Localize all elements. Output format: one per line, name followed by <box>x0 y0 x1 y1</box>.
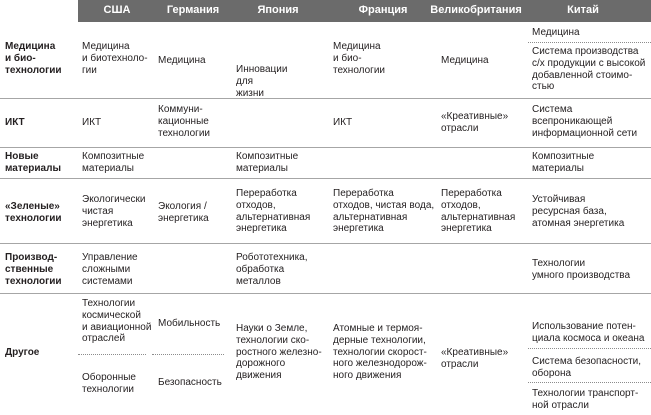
cell-medicine-china-1: Медицина <box>532 27 580 38</box>
header-usa: США <box>103 4 131 16</box>
cell-other-france: Атомные и термоя- дерные технологии, технологии скорост- ного железнодорож- ного движения <box>333 323 427 382</box>
cell-green-germany: Экология / энергетика <box>158 201 209 224</box>
cell-medicine-uk: Медицина <box>441 55 489 66</box>
header-japan: Япония <box>257 4 299 16</box>
row-divider <box>0 178 651 179</box>
row-label-green: «Зеленые» технологии <box>5 201 62 224</box>
cell-ict-germany: Коммуни- кационные технологии <box>158 104 211 139</box>
cell-other-china-1: Использование потен- циала космоса и океана <box>532 321 645 344</box>
subrow-divider <box>528 382 651 383</box>
cell-green-uk: Переработка отходов, альтернативная энергетика <box>441 188 516 235</box>
cell-green-usa: Экологически чистая энергетика <box>82 194 146 229</box>
cell-medicine-china-2: Система производства с/х продукции с высокой добавленной стоимо- стью <box>532 46 646 93</box>
cell-other-germany-1: Мобильность <box>158 318 221 329</box>
subrow-divider <box>78 354 146 355</box>
header-china: Китай <box>567 4 599 16</box>
row-divider <box>0 98 651 99</box>
row-divider <box>0 293 651 294</box>
cell-other-china-2: Система безопасности, оборона <box>532 356 642 379</box>
cell-other-china-3: Технологии транспорт- ной отрасли <box>532 388 639 411</box>
header-germany: Германия <box>166 4 220 16</box>
row-label-materials: Новые материалы <box>5 151 61 174</box>
subrow-divider <box>528 348 651 349</box>
cell-ict-usa: ИКТ <box>82 117 102 128</box>
cell-ict-china: Система всепроникающей информационной сети <box>532 104 638 139</box>
row-label-production: Производ- ственные технологии <box>5 252 62 287</box>
subrow-divider <box>528 42 651 43</box>
row-label-other: Другое <box>5 347 40 358</box>
row-label-medicine: Медицина и био- технологии <box>5 41 62 76</box>
cell-materials-usa: Композитные материалы <box>82 151 145 174</box>
cell-production-usa: Управление сложными системами <box>82 252 138 287</box>
cell-materials-japan: Композитные материалы <box>236 151 299 174</box>
cell-materials-china: Композитные материалы <box>532 151 595 174</box>
header-france: Франция <box>358 4 408 16</box>
cell-medicine-japan: Инновации для жизни <box>236 64 288 99</box>
cell-green-france: Переработка отходов, чистая вода, альтернативная энергетика <box>333 188 435 235</box>
cell-medicine-usa: Медицина и биотехноло- гии <box>82 41 148 76</box>
cell-other-usa-2: Оборонные технологии <box>82 372 136 395</box>
header-uk: Великобритания <box>430 4 522 16</box>
cell-green-china: Устойчивая ресурсная база, атомная энергетика <box>532 194 625 229</box>
cell-medicine-france: Медицина и био- технологии <box>333 41 386 76</box>
row-label-ict: ИКТ <box>5 117 25 128</box>
row-divider <box>0 243 651 244</box>
cell-medicine-germany: Медицина <box>158 55 206 66</box>
cell-ict-france: ИКТ <box>333 117 353 128</box>
row-divider <box>0 147 651 148</box>
cell-other-usa-1: Технологии космической и авиационной отраслей <box>82 298 152 345</box>
cell-production-china: Технологии умного производства <box>532 258 631 281</box>
cell-ict-uk: «Креативные» отрасли <box>441 111 509 134</box>
cell-other-germany-2: Безопасность <box>158 377 222 388</box>
cell-other-japan: Науки о Земле, технологии ско- ростного железно- дорожного движения <box>236 323 322 382</box>
subrow-divider <box>152 354 224 355</box>
cell-production-japan: Робототехника, обработка металлов <box>236 252 308 287</box>
cell-green-japan: Переработка отходов, альтернативная энергетика <box>236 188 311 235</box>
cell-other-uk: «Креативные» отрасли <box>441 347 509 370</box>
